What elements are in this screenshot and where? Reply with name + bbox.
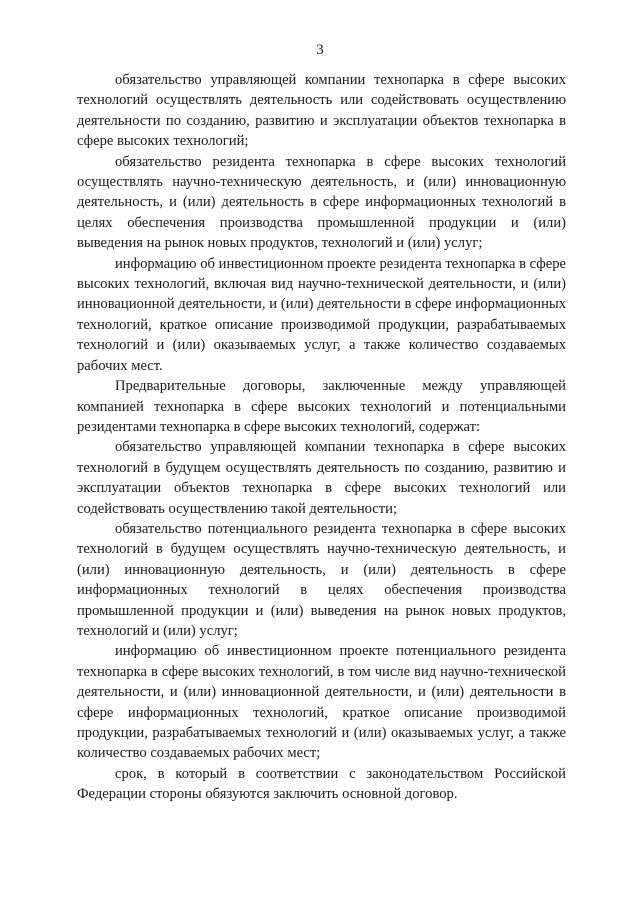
paragraph-3: информацию об инвестиционном проекте резидента технопарка в сфере высоких технологий, включая вид научно-технической деятельности, и (или) инновационной деятельности, и (или) деятельности в сфере информационных технологий, краткое описание производимой продукции, разрабатываемых технологий и (или) оказываемых услуг, а также количество создаваемых рабочих мест.	[77, 255, 566, 374]
page-number: 3	[316, 42, 324, 58]
paragraph-5: обязательство управляющей компании технопарка в сфере высоких технологий в будущем осуществлять деятельность по созданию, развитию и эксплуатации объектов технопарка в сфере высоких технологий или содействовать осуществлению такой деятельности;	[77, 439, 566, 517]
document-body	[77, 70, 566, 805]
paragraph-8: срок, в который в соответствии с законодательством Российской Федерации стороны обязуются заключить основной договор.	[77, 765, 566, 803]
paragraph-1: обязательство управляющей компании технопарка в сфере высоких технологий осуществлять деятельность или содействовать осуществлению деятельности по созданию, развитию и эксплуатации объектов технопарка в сфере высоких технологий;	[77, 72, 566, 150]
paragraph-7: информацию об инвестиционном проекте потенциального резидента технопарка в сфере высоких технологий, в том числе вид научно-технической деятельности, и (или) инновационной деятельности, и (или) деятельности в сфере информационных технологий, краткое описание производимой продукции, разрабатываемых технологий и (или) оказываемых услуг, а также количество создаваемых рабочих мест;	[77, 643, 566, 762]
paragraph-4: Предварительные договоры, заключенные между управляющей компанией технопарка в сфере высоких технологий и потенциальными резидентами технопарка в сфере высоких технологий, содержат:	[77, 378, 566, 435]
paragraph-2: обязательство резидента технопарка в сфере высоких технологий осуществлять научно-техническую деятельность, и (или) инновационную деятельность, и (или) деятельность в сфере информационных технологий в целях обеспечения производства промышленной продукции и (или) выведения на рынок новых продуктов, технологий и (или) услуг;	[77, 153, 566, 252]
paragraph-6: обязательство потенциального резидента технопарка в сфере высоких технологий в будущем осуществлять научно-техническую деятельность, и (или) инновационную деятельность, и (или) деятельность в сфере информационных технологий в целях обеспечения производства промышленной продукции и (или) выведения на рынок новых продуктов, технологий и (или) услуг;	[77, 520, 566, 639]
